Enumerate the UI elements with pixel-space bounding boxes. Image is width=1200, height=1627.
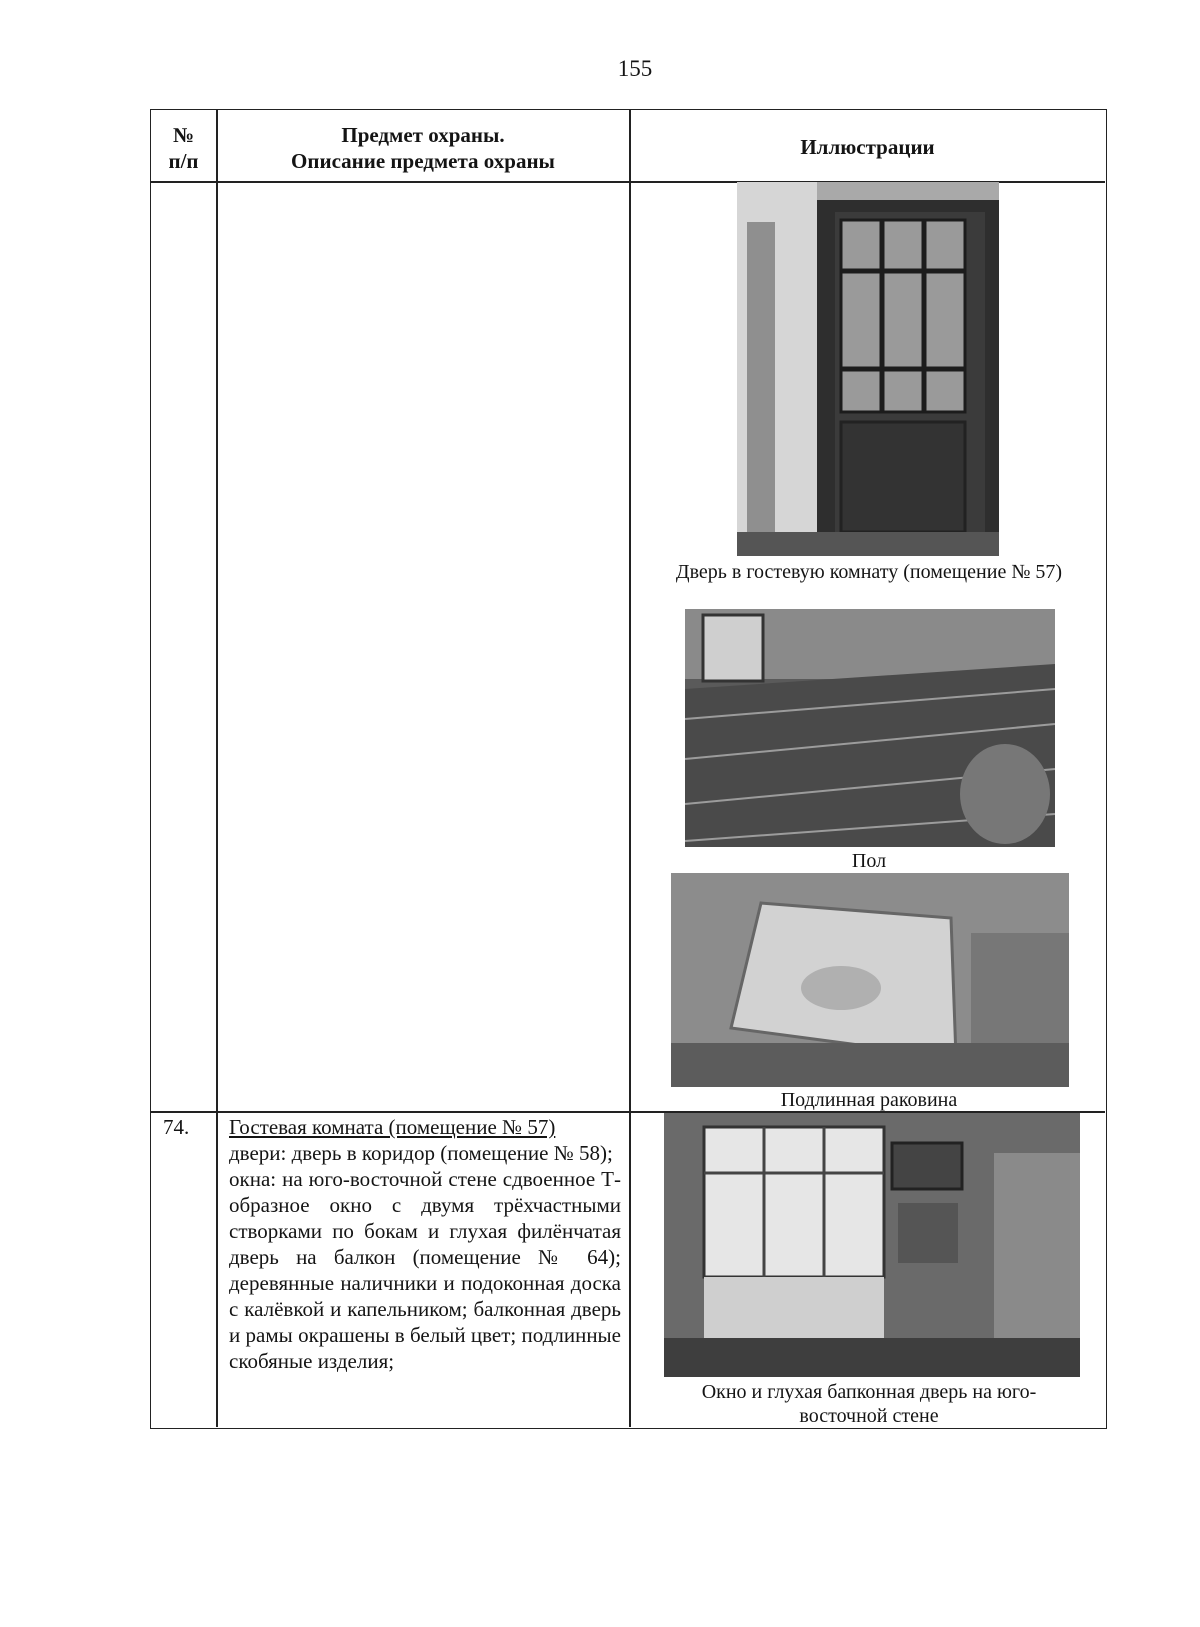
floor-photo-image [685,609,1055,847]
door-photo [737,182,999,556]
sink-photo [671,873,1069,1087]
door-photo-image [737,182,999,556]
room-title: Гостевая комната (помещение № 57) [229,1115,556,1139]
window-caption: Окно и глухая бапконная дверь на юго-восточной стене [701,1381,1037,1427]
page-number: 155 [617,56,653,81]
window-photo [664,1113,1080,1377]
windows-description: окна: на юго-восточной стене сдвоенное Т-образное окно с двумя трёхчастными створками по бокам и глухая филёнчатая дверь на балкон (помещение № 64); деревянные наличники и подоконная доска с калёвкой и капельником; балконная дверь и рамы окрашены в белый цвет; подлинные скобяные изделия; [229,1167,621,1373]
header-subject-title: Предмет охраны. [341,123,505,147]
header-subject-description: Описание предмета охраны [291,149,555,173]
floor-caption: Пол [851,850,887,872]
header-number-pp: п/п [168,149,199,173]
doors-description: двери: дверь в коридор (помещение № 58); [229,1141,613,1165]
window-photo-image [664,1113,1080,1377]
header-illustrations: Иллюстрации [800,135,935,159]
column-divider-2 [629,110,631,1427]
column-divider-1 [216,110,218,1427]
door-caption: Дверь в гостевую комнату (помещение № 57) [675,561,1063,583]
sink-photo-image [671,873,1069,1087]
row-description [229,1114,621,1374]
header-subject [217,122,629,174]
header-number [151,122,216,174]
floor-photo [685,609,1055,847]
protection-table [150,109,1107,1429]
row-number: 74. [163,1115,190,1139]
header-number-sign: № [172,123,195,147]
sink-caption: Подлинная раковина [780,1089,958,1111]
